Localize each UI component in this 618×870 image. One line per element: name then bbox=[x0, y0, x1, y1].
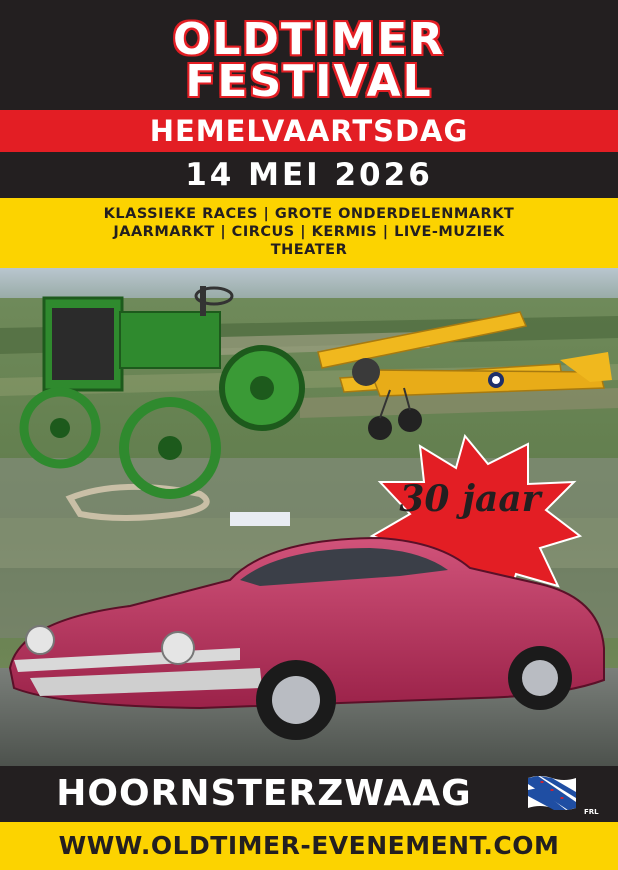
subtitle-band bbox=[0, 110, 618, 152]
event-subtitle: HEMELVAARTSDAG bbox=[149, 114, 469, 148]
frisian-flag-icon bbox=[526, 774, 578, 812]
date-band bbox=[0, 152, 618, 198]
program-line-3: THEATER bbox=[270, 242, 348, 258]
website-band bbox=[0, 822, 618, 870]
program-line-2: JAARMARKT | CIRCUS | KERMIS | LIVE-MUZIEK bbox=[113, 224, 505, 240]
program-line-1: KLASSIEKE RACES | GROTE ONDERDELENMARKT bbox=[103, 206, 515, 222]
program-band bbox=[0, 198, 618, 268]
flag-tag: FRL bbox=[584, 808, 599, 816]
poster-title-line-2: FESTIVAL bbox=[185, 56, 433, 107]
event-date: 14 MEI 2026 bbox=[185, 157, 433, 193]
event-location: HOORNSTERZWAAG bbox=[56, 773, 472, 814]
anniversary-badge: 30 jaar bbox=[399, 478, 541, 520]
title-block bbox=[0, 0, 618, 110]
poster-title-line-1: OLDTIMER bbox=[172, 14, 446, 65]
event-website[interactable]: WWW.OLDTIMER-EVENEMENT.COM bbox=[58, 831, 560, 860]
